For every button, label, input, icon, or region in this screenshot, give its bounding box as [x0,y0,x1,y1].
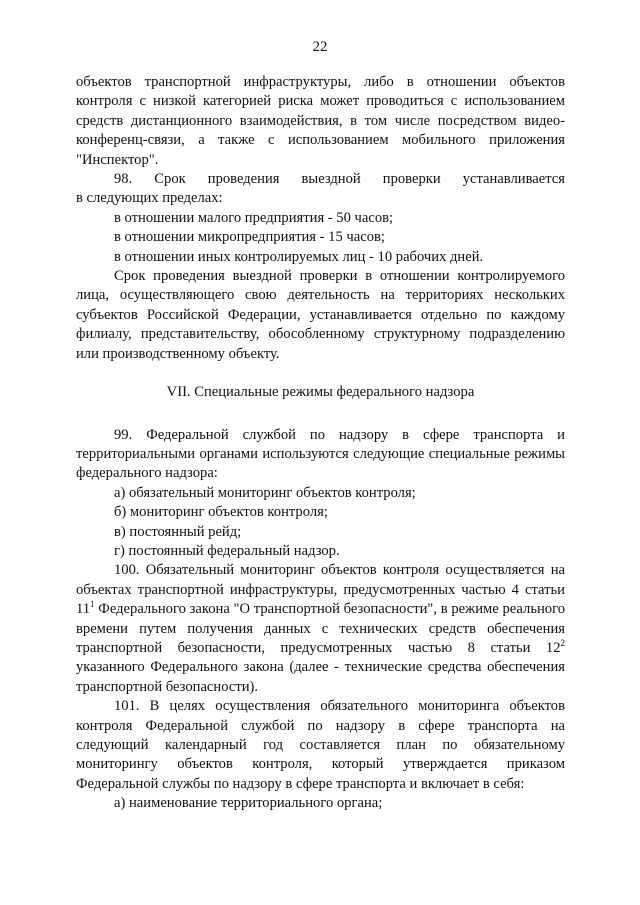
list-item: а) обязательный мониторинг объектов контроля; [114,484,416,501]
section-heading: VII. Специальные режимы федерального надзора [166,384,475,401]
document-body [76,73,565,814]
paragraph-98-intro: 98. Срок проведения выездной проверки устанавливается [114,171,565,188]
list-item: в отношении малого предприятия - 50 часов; [114,209,394,226]
paragraph-100-text: указанного Федерального закона (далее - технические средства обеспечения транспортной безопасности). [76,659,565,695]
paragraph-continuation: объектов транспортной инфраструктуры, либо в отношении объектов контроля с низкой категорией риска может проводиться с использованием средств дистанционного взаимодействия, в том числе посредством видео-конференц-связи, а также с использованием мобильного приложения "Инспектор". [76,74,565,168]
paragraph-98-intro-cont: в следующих пределах: [76,190,223,207]
paragraph-98-multiregion: Срок проведения выездной проверки в отношении контролируемого лица, осуществляющего свою деятельность на территориях нескольких субъектов Российской Федерации, устанавливается отдельно по каждому филиалу, представительству, обособленному структурному подразделению или производственному объекту. [76,268,565,362]
list-item: б) мониторинг объектов контроля; [114,504,328,521]
paragraph-100 [76,561,565,697]
page-number: 22 [312,39,328,55]
list-item: в отношении микропредприятия - 15 часов; [114,229,385,246]
superscript: 1 [90,599,95,610]
list-item: в) постоянный рейд; [114,523,242,540]
list-item: г) постоянный федеральный надзор. [114,542,340,559]
paragraph-100-text: 100. Обязательный мониторинг объектов контроля осуществляется на объектах транспортной инфраструктуры, предусмотренных частью 4 статьи 11 [76,562,565,618]
list-item: а) наименование территориального органа; [114,795,383,812]
paragraph-100-text: Федерального закона "О транспортной безопасности", в режиме реального времени путем получения данных с технических средств обеспечения транспортной безопасности, предусмотренных частью 8 статьи 12 [76,601,565,656]
list-item: в отношении иных контролируемых лиц - 10 рабочих дней. [114,248,484,265]
paragraph-101: 101. В целях осуществления обязательного мониторинга объектов контроля Федеральной службой по надзору в сфере транспорта на следующий календарный год составляется план по обязательному мониторингу объектов контроля, который утверждается приказом Федеральной службы по надзору в сфере транспорта и включает в себя: [76,698,565,792]
superscript: 2 [560,638,565,649]
paragraph-99: 99. Федеральной службой по надзору в сфере транспорта и территориальными органами используются следующие специальные режимы федерального надзора: [76,426,565,482]
